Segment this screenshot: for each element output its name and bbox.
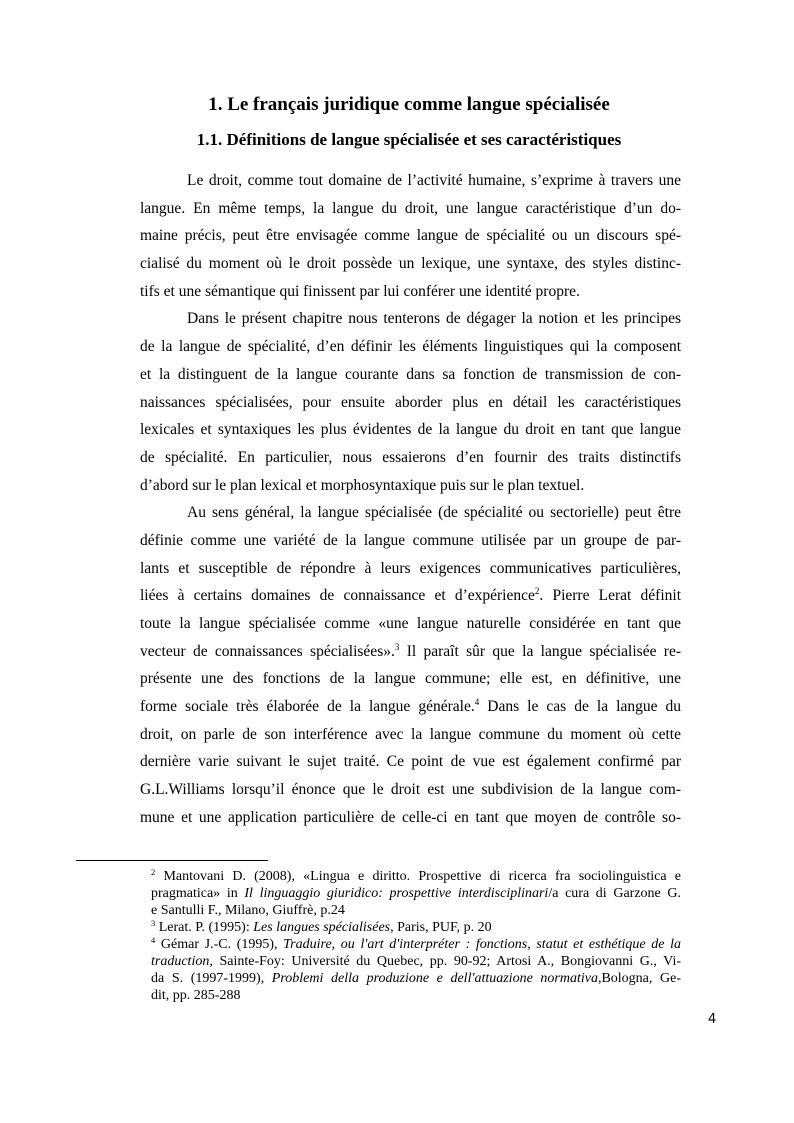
footnote-number: 2 xyxy=(151,867,156,877)
line-text: Dans le cas de la langue du xyxy=(479,698,681,716)
text-line xyxy=(140,693,681,721)
line-text: liées à certains domaines de connaissance et d’expérience xyxy=(140,587,535,605)
text-line: tifs et une sémantique qui finissent par lui conférer une identité propre. xyxy=(140,282,580,300)
footnote-line xyxy=(151,868,681,885)
text-line xyxy=(140,582,681,610)
footnote-separator xyxy=(76,860,268,861)
footnote-line: dit, pp. 285-288 xyxy=(151,988,241,1003)
footnotes xyxy=(151,868,681,1004)
text-line: présente une des fonctions de la langue commune; elle est, en définitive, une xyxy=(140,670,681,688)
footnote-ref[interactable]: 4 xyxy=(474,697,480,708)
text-line: naissances spécialisées, pour ensuite aborder plus en détail les caractéristiques xyxy=(140,393,681,411)
footnote-line xyxy=(151,953,681,970)
footnote-3 xyxy=(151,919,681,936)
section-heading: 1.1. Définitions de langue spécialisée et ses caractéristiques xyxy=(196,130,622,149)
text-line: G.L.Williams lorsqu’il énonce que le droit est une subdivision de la langue com- xyxy=(140,781,681,799)
footnote-line: e Santulli F., Milano, Giuffrè, p.24 xyxy=(151,903,345,918)
footnote-title: Il linguaggio giuridico: prospettive interdisciplinari xyxy=(244,886,549,901)
text-line: cialisé du moment où le droit possède un lexique, une syntaxe, des styles distinc- xyxy=(140,255,681,273)
text-line: droit, on parle de son interférence avec la langue commune du moment où cette xyxy=(140,725,681,743)
footnote-line xyxy=(151,919,681,936)
footnote-number: 4 xyxy=(151,935,156,945)
footnote-title: traduction, xyxy=(151,954,213,969)
footnote-text: da S. (1997-1999), xyxy=(151,971,272,986)
text-line xyxy=(140,638,681,666)
footnote-text: Bologna, Ge- xyxy=(601,971,681,986)
text-line: lexicales et syntaxiques les plus évidentes de la langue du droit en tant que langue xyxy=(140,421,681,439)
text-line: d’abord sur le plan lexical et morphosyntaxique puis sur le plan textuel. xyxy=(140,476,585,494)
footnote-text: , Paris, PUF, p. 20 xyxy=(390,920,492,935)
footnote-text: Gémar J.-C. (1995), xyxy=(155,937,284,952)
page-number: 4 xyxy=(708,1012,717,1027)
body-text xyxy=(140,167,681,832)
footnote-text: Mantovani D. (2008), «Lingua e diritto. Prospettive di ricerca fra sociolinguistica e xyxy=(155,869,681,884)
footnote-ref[interactable]: 2 xyxy=(534,586,540,597)
footnote-line xyxy=(151,970,681,987)
text-line: Le droit, comme tout domaine de l’activité humaine, s’exprime à travers une xyxy=(187,172,681,189)
footnote-title: Les langues spécialisées xyxy=(253,920,391,935)
text-line: toute la langue spécialisée comme «une langue naturelle considérée en tant que xyxy=(140,615,681,632)
line-text: vecteur de connaissances spécialisées». xyxy=(140,642,395,660)
footnote-line xyxy=(151,885,681,902)
footnote-number: 3 xyxy=(151,918,156,928)
text-line: et la distinguent de la langue courante dans sa fonction de transmission de con- xyxy=(140,365,681,383)
line-text: . Pierre Lerat définit xyxy=(539,587,682,605)
footnote-text: Sainte-Foy: Université du Quebec, pp. 90-92; Artosi A., Bongiovanni G., Vi- xyxy=(212,954,681,969)
chapter-heading: 1. Le français juridique comme langue spécialisée xyxy=(208,94,610,115)
text-line: Dans le présent chapitre nous tenterons de dégager la notion et les principes xyxy=(187,310,681,328)
footnote-title: Traduire, ou l'art d'interpréter : fonctions, statut et esthétique de la xyxy=(283,937,681,952)
text-line: définie comme une variété de la langue commune utilisée par un groupe de par- xyxy=(140,531,681,549)
footnote-4 xyxy=(151,936,681,1004)
footnote-title: Problemi della produzione e dell'attuazione normativa, xyxy=(271,971,602,986)
footnote-2 xyxy=(151,868,681,919)
text-line: mune et une application particulière de celle-ci en tant que moyen de contrôle so- xyxy=(140,808,681,826)
text-line: maine précis, peut être envisagée comme langue de spécialité ou un discours spé- xyxy=(140,227,681,245)
text-line: dernière varie suivant le sujet traité. Ce point de vue est également confirmé par xyxy=(140,753,681,771)
text-line: Au sens général, la langue spécialisée (de spécialité ou sectorielle) peut être xyxy=(187,504,681,522)
footnote-line xyxy=(151,936,681,953)
footnote-text: /a cura di Garzone G. xyxy=(548,886,682,901)
footnote-text: Lerat. P. (1995): xyxy=(155,920,254,935)
line-text: Il paraît sûr que la langue spécialisée re- xyxy=(399,642,681,660)
footnote-ref[interactable]: 3 xyxy=(394,641,400,652)
text-line: de la langue de spécialité, d’en définir les éléments linguistiques qui la composent xyxy=(140,338,681,356)
text-line: de spécialité. En particulier, nous essaierons d’en fournir des traits distinctifs xyxy=(140,448,681,466)
footnote-text: pragmatica» in xyxy=(151,886,245,901)
text-line: lants et susceptible de répondre à leurs exigences communicatives particulières, xyxy=(140,559,681,577)
text-line: langue. En même temps, la langue du droit, une langue caractéristique d’un do- xyxy=(140,199,681,217)
line-text: forme sociale très élaborée de la langue générale. xyxy=(140,698,475,716)
